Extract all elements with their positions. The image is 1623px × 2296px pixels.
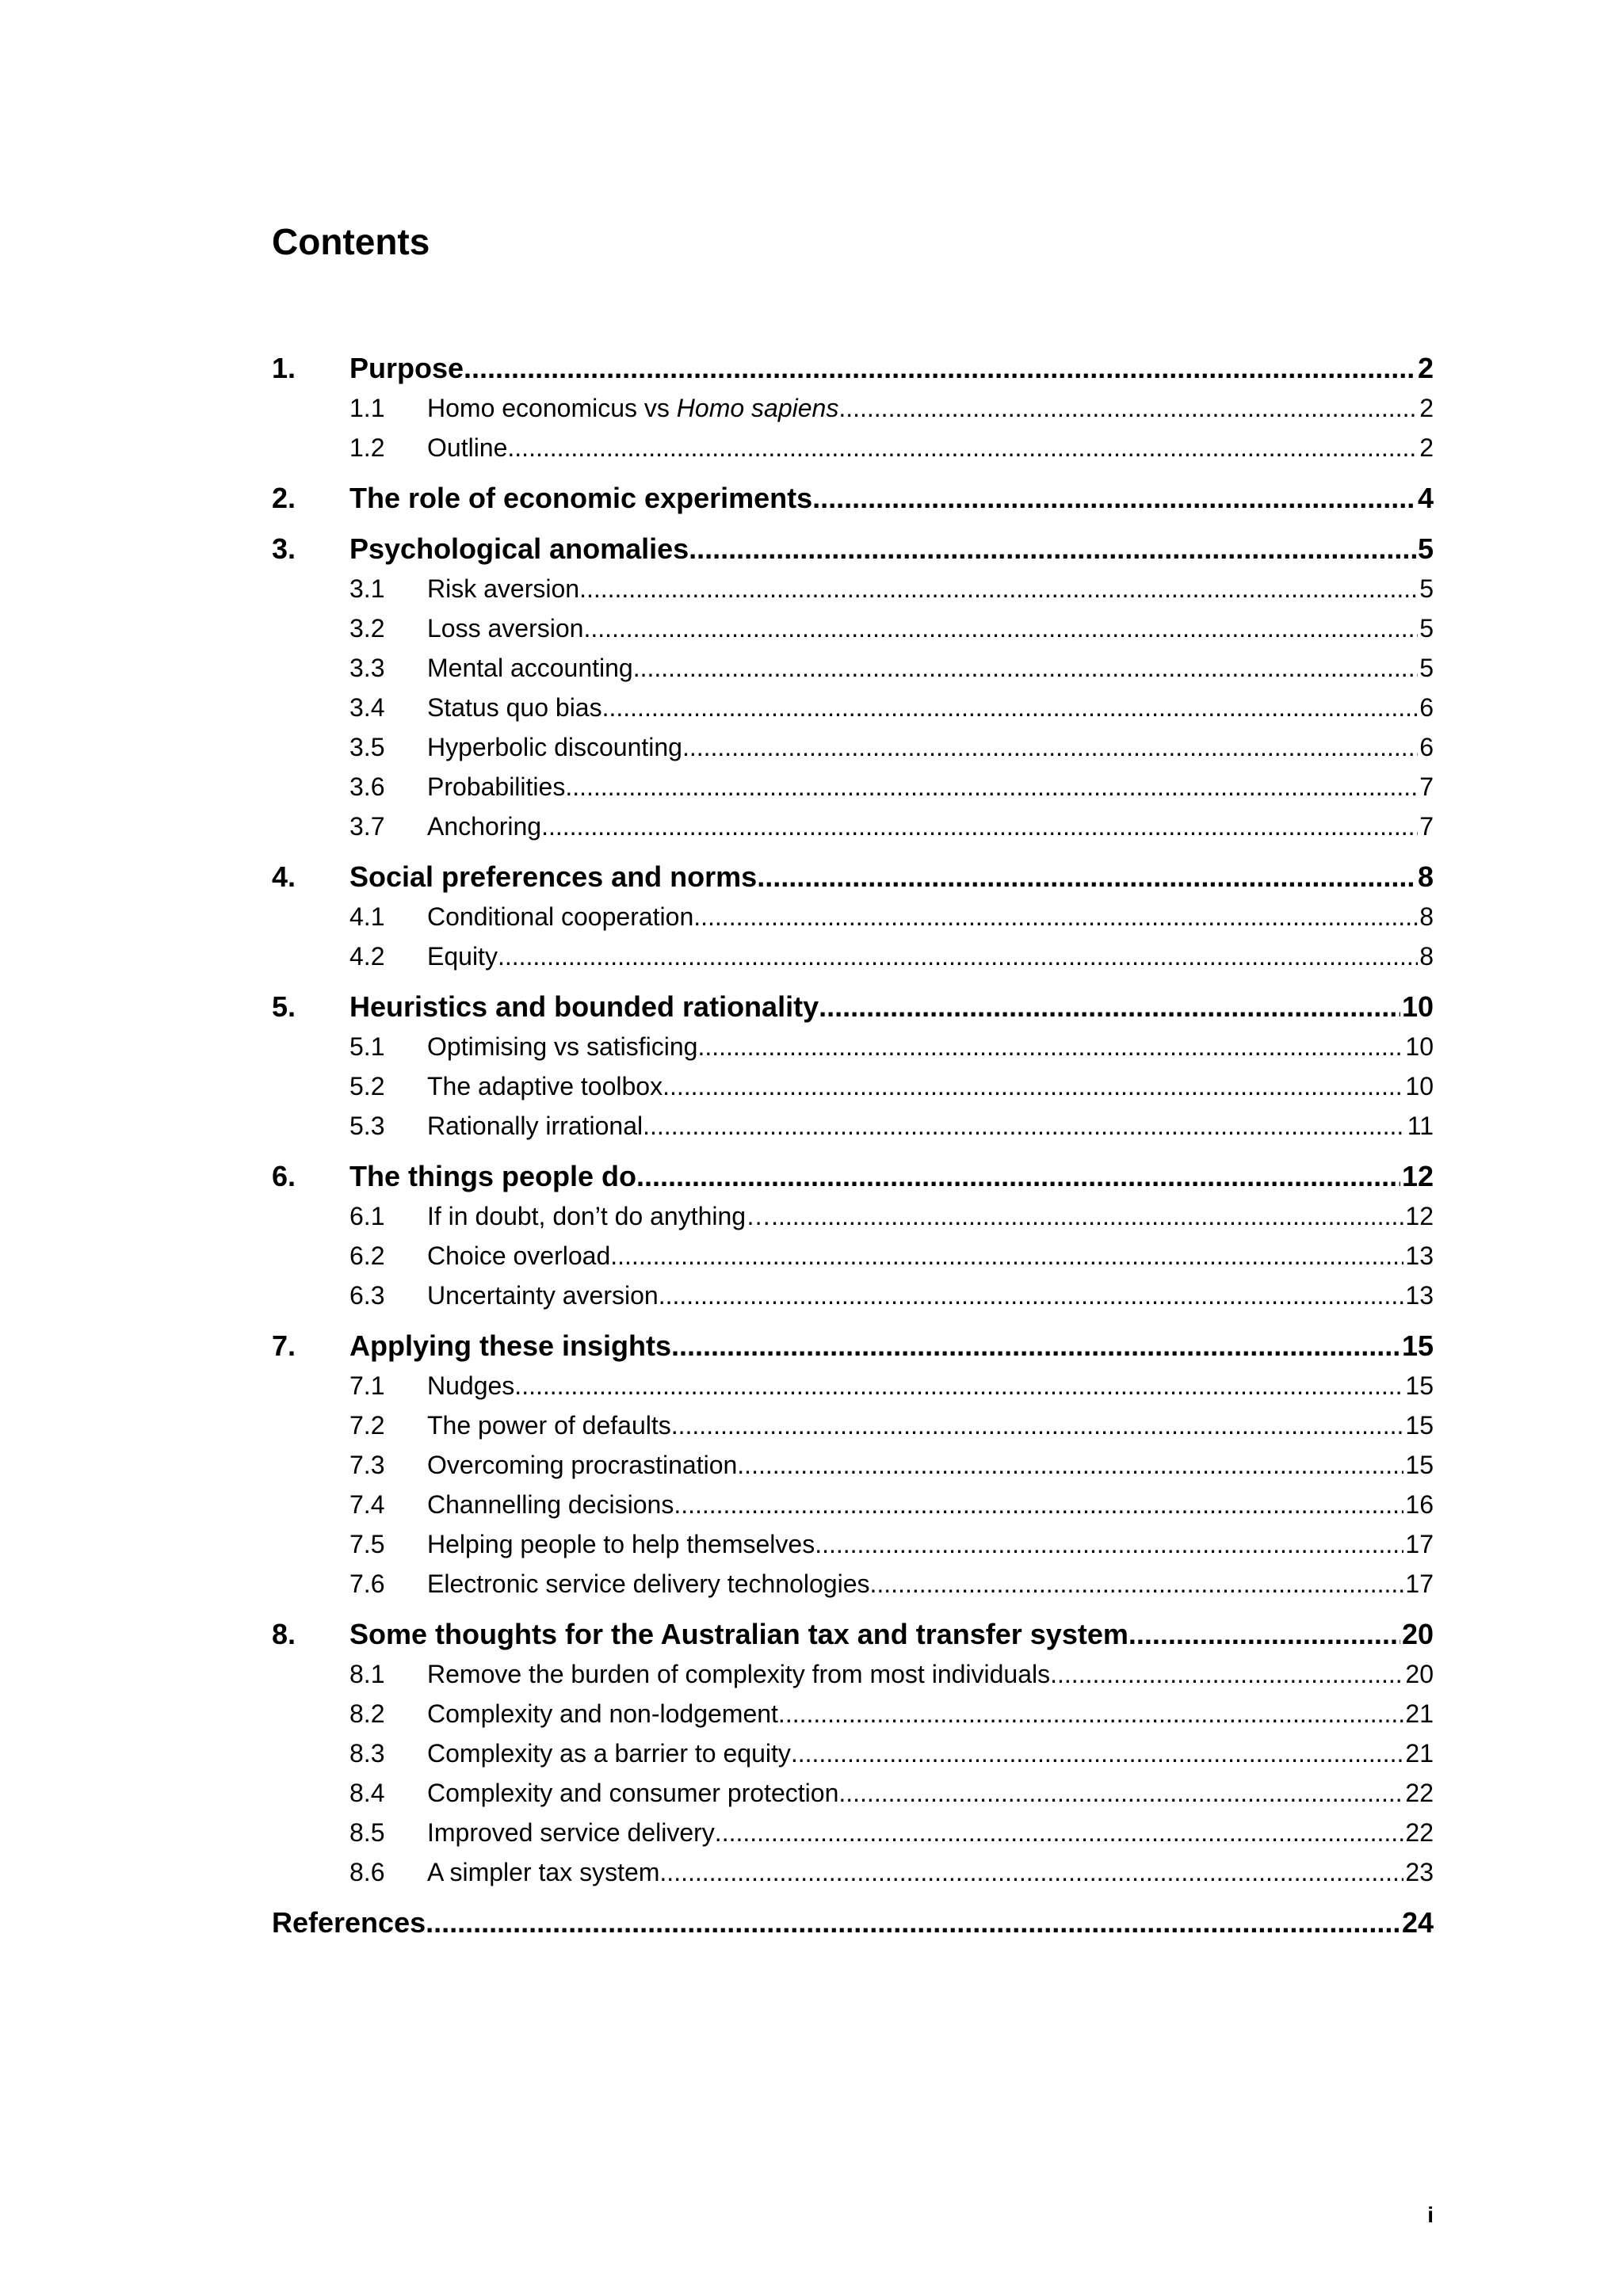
- toc-subsection-number: 3.3: [349, 654, 385, 682]
- toc-subsection-entry[interactable]: [272, 727, 1434, 767]
- toc-subsection-title: The adaptive toolbox: [427, 1072, 663, 1100]
- toc-section-entry[interactable]: [272, 987, 1434, 1027]
- toc-subsection-entry[interactable]: [272, 1852, 1434, 1892]
- toc-subsection-entry[interactable]: [272, 1564, 1434, 1604]
- toc-section-entry[interactable]: [272, 529, 1434, 569]
- toc-page-number: 10: [1401, 990, 1434, 1023]
- toc-page-number: 7: [1419, 812, 1434, 841]
- toc-subsection-title: Complexity and non-lodgement: [427, 1699, 778, 1728]
- page-title: Contents: [272, 221, 430, 262]
- toc-section-number: 1.: [272, 352, 296, 384]
- toc-section-entry[interactable]: [272, 1157, 1434, 1196]
- toc-page-number: 13: [1405, 1281, 1434, 1310]
- toc-page-number: 5: [1419, 654, 1434, 682]
- toc-page-number: 5: [1419, 614, 1434, 643]
- toc-subsection-title: Probabilities: [427, 772, 566, 801]
- toc-subsection-title: A simpler tax system: [427, 1858, 660, 1886]
- toc-dot-leader: [602, 688, 1419, 727]
- toc-subsection-title-italic: Homo sapiens: [676, 394, 839, 422]
- toc-subsection-entry[interactable]: [272, 1405, 1434, 1445]
- toc-page-number: 17: [1405, 1530, 1434, 1558]
- toc-page-number: 22: [1405, 1818, 1434, 1847]
- toc-section-number: 3.: [272, 532, 296, 565]
- toc-subsection-title: Electronic service delivery technologies: [427, 1569, 870, 1598]
- toc-dot-leader: [838, 388, 1418, 428]
- toc-section-title: Purpose: [349, 352, 464, 384]
- toc-subsection-title: Loss aversion: [427, 614, 584, 643]
- toc-dot-leader: [697, 1027, 1403, 1066]
- toc-page-number: 13: [1405, 1241, 1434, 1270]
- toc-page-number: 7: [1419, 772, 1434, 801]
- toc-page-number: 23: [1405, 1858, 1434, 1886]
- toc-subsection-number: 6.1: [349, 1202, 385, 1230]
- toc-subsection-number: 8.5: [349, 1818, 385, 1847]
- toc-page-number: 22: [1405, 1779, 1434, 1807]
- toc-subsection-title: Complexity as a barrier to equity: [427, 1739, 791, 1768]
- toc-subsection-number: 4.1: [349, 902, 385, 931]
- toc-section-entry[interactable]: [272, 349, 1434, 388]
- toc-subsection-title: Outline: [427, 433, 508, 462]
- toc-subsection-entry[interactable]: [272, 648, 1434, 688]
- toc-subsection-title: If in doubt, don’t do anything…: [427, 1202, 772, 1230]
- toc-dot-leader: [643, 1106, 1406, 1146]
- toc-section-title: Psychological anomalies: [349, 532, 689, 565]
- toc-page-number: 17: [1405, 1569, 1434, 1598]
- toc-subsection-number: 3.1: [349, 574, 385, 603]
- toc-subsection-entry[interactable]: [272, 1694, 1434, 1733]
- toc-subsection-number: 7.3: [349, 1451, 385, 1479]
- toc-dot-leader: [869, 1564, 1403, 1604]
- toc-page-number: 8: [1419, 902, 1434, 931]
- toc-subsection-entry[interactable]: [272, 1276, 1434, 1315]
- toc-subsection-title: Remove the burden of complexity from most individuals: [427, 1660, 1051, 1688]
- toc-subsection-title: Anchoring: [427, 812, 542, 841]
- toc-section-entry[interactable]: [272, 1615, 1434, 1654]
- toc-page-number: 11: [1407, 1112, 1434, 1140]
- toc-subsection-title: Equity: [427, 942, 498, 971]
- toc-dot-leader: [671, 1405, 1404, 1445]
- toc-page-number: 20: [1405, 1660, 1434, 1688]
- toc-page-number: 15: [1405, 1371, 1434, 1400]
- toc-dot-leader: [633, 648, 1418, 688]
- toc-subsection-entry[interactable]: [272, 428, 1434, 467]
- toc-subsection-number: 8.4: [349, 1779, 385, 1807]
- toc-dot-leader: [583, 608, 1418, 648]
- toc-subsection-entry[interactable]: [272, 1485, 1434, 1524]
- toc-section-number: 7.: [272, 1329, 296, 1362]
- toc-subsection-number: 5.1: [349, 1032, 385, 1061]
- toc-subsection-entry[interactable]: [272, 1106, 1434, 1146]
- toc-subsection-entry[interactable]: [272, 1773, 1434, 1813]
- toc-section-number: 4.: [272, 860, 296, 893]
- toc-page-number: 15: [1405, 1451, 1434, 1479]
- toc-page-number: 15: [1405, 1411, 1434, 1440]
- toc-subsection-title: Complexity and consumer protection: [427, 1779, 839, 1807]
- toc-subsection-number: 8.3: [349, 1739, 385, 1768]
- toc-section-entry[interactable]: [272, 479, 1434, 518]
- toc-section-title: The things people do: [349, 1160, 636, 1192]
- toc-page-number: 21: [1405, 1699, 1434, 1728]
- toc-subsection-number: 4.2: [349, 942, 385, 971]
- toc-dot-leader: [498, 936, 1418, 976]
- toc-dot-leader: [659, 1852, 1403, 1892]
- toc-dot-leader: [541, 807, 1418, 846]
- toc-dot-leader: [693, 897, 1418, 936]
- toc-dot-leader: [671, 1326, 1400, 1366]
- toc-subsection-number: 3.4: [349, 693, 385, 722]
- toc-dot-leader: [689, 529, 1416, 569]
- toc-subsection-title-part: Homo economicus vs: [427, 394, 677, 422]
- toc-subsection-title: Overcoming procrastination: [427, 1451, 738, 1479]
- toc-dot-leader: [778, 1694, 1403, 1733]
- toc-dot-leader: [636, 1157, 1400, 1196]
- toc-dot-leader: [565, 767, 1418, 807]
- toc-dot-leader: [771, 1196, 1403, 1236]
- toc-subsection-number: 5.3: [349, 1112, 385, 1140]
- toc-page-number: 6: [1419, 693, 1434, 722]
- toc-subsection-entry[interactable]: [272, 807, 1434, 846]
- toc-subsection-entry[interactable]: [272, 1733, 1434, 1773]
- toc-dot-leader: [610, 1236, 1403, 1276]
- toc-subsection-number: 7.5: [349, 1530, 385, 1558]
- toc-page-number: 12: [1405, 1202, 1434, 1230]
- toc-subsection-entry[interactable]: [272, 388, 1434, 428]
- toc-subsection-number: 7.6: [349, 1569, 385, 1598]
- toc-references-entry[interactable]: [272, 1903, 1434, 1943]
- toc-page-number: 16: [1405, 1490, 1434, 1519]
- toc-subsection-entry[interactable]: [272, 569, 1434, 608]
- toc-section-entry[interactable]: [272, 857, 1434, 897]
- toc-dot-leader: [815, 1524, 1403, 1564]
- toc-subsection-entry[interactable]: [272, 1524, 1434, 1564]
- toc-subsection-entry[interactable]: [272, 897, 1434, 936]
- toc-page-number: 2: [1419, 433, 1434, 462]
- toc-subsection-title: Conditional cooperation: [427, 902, 694, 931]
- toc-page-number: 21: [1405, 1739, 1434, 1768]
- toc-page-number: 5: [1417, 532, 1434, 565]
- toc-dot-leader: [507, 428, 1418, 467]
- toc-section-title: Some thoughts for the Australian tax and transfer system: [349, 1618, 1128, 1650]
- toc-page-number: 10: [1405, 1032, 1434, 1061]
- toc-dot-leader: [464, 349, 1416, 388]
- toc-subsection-title: Status quo bias: [427, 693, 602, 722]
- toc-page-number: 2: [1417, 352, 1434, 384]
- toc-dot-leader: [791, 1733, 1404, 1773]
- toc-subsection-entry[interactable]: [272, 688, 1434, 727]
- toc-section-entry[interactable]: [272, 1326, 1434, 1366]
- toc-dot-leader: [757, 857, 1416, 897]
- toc-section-title: Applying these insights: [349, 1329, 672, 1362]
- toc-subsection-entry[interactable]: [272, 608, 1434, 648]
- toc-subsection-entry[interactable]: [272, 767, 1434, 807]
- toc-subsection-entry[interactable]: [272, 1066, 1434, 1106]
- table-of-contents: [272, 349, 1434, 1943]
- toc-page-number: 15: [1401, 1329, 1434, 1362]
- toc-subsection-title: Risk aversion: [427, 574, 580, 603]
- toc-subsection-entry[interactable]: [272, 936, 1434, 976]
- toc-dot-leader: [579, 569, 1418, 608]
- toc-subsection-number: 3.6: [349, 772, 385, 801]
- toc-subsection-number: 1.1: [349, 394, 385, 422]
- toc-dot-leader: [514, 1366, 1403, 1405]
- toc-subsection-title: Hyperbolic discounting: [427, 733, 682, 761]
- toc-dot-leader: [663, 1066, 1403, 1106]
- toc-subsection-entry[interactable]: [272, 1236, 1434, 1276]
- toc-dot-leader: [1128, 1615, 1400, 1654]
- toc-section-number: 5.: [272, 990, 296, 1023]
- toc-dot-leader: [838, 1773, 1403, 1813]
- toc-section-number: 8.: [272, 1618, 296, 1650]
- toc-subsection-title: Optimising vs satisficing: [427, 1032, 698, 1061]
- toc-subsection-number: 6.2: [349, 1241, 385, 1270]
- toc-subsection-number: 7.2: [349, 1411, 385, 1440]
- toc-subsection-title: Choice overload: [427, 1241, 611, 1270]
- toc-page-number: 2: [1419, 394, 1434, 422]
- toc-subsection-entry[interactable]: [272, 1654, 1434, 1694]
- toc-subsection-number: 6.3: [349, 1281, 385, 1310]
- toc-subsection-number: 5.2: [349, 1072, 385, 1100]
- toc-dot-leader: [682, 727, 1418, 767]
- toc-section-number: 2.: [272, 482, 296, 514]
- toc-page-number: 24: [1401, 1906, 1434, 1939]
- toc-subsection-title: The power of defaults: [427, 1411, 671, 1440]
- toc-page-number: 10: [1405, 1072, 1434, 1100]
- toc-subsection-entry[interactable]: [272, 1445, 1434, 1485]
- toc-subsection-title: [427, 388, 838, 428]
- toc-subsection-entry[interactable]: [272, 1813, 1434, 1852]
- toc-page-number: 20: [1401, 1618, 1434, 1650]
- toc-subsection-number: 8.1: [349, 1660, 385, 1688]
- toc-subsection-entry[interactable]: [272, 1366, 1434, 1405]
- toc-subsection-entry[interactable]: [272, 1196, 1434, 1236]
- toc-subsection-number: 3.2: [349, 614, 385, 643]
- toc-subsection-number: 7.1: [349, 1371, 385, 1400]
- toc-page-number: 8: [1417, 860, 1434, 893]
- toc-subsection-title: Improved service delivery: [427, 1818, 715, 1847]
- toc-dot-leader: [812, 479, 1416, 518]
- toc-subsection-title: Helping people to help themselves: [427, 1530, 815, 1558]
- toc-dot-leader: [819, 987, 1400, 1027]
- toc-subsection-number: 8.2: [349, 1699, 385, 1728]
- toc-subsection-title: Nudges: [427, 1371, 515, 1400]
- toc-subsection-entry[interactable]: [272, 1027, 1434, 1066]
- toc-subsection-number: 3.5: [349, 733, 385, 761]
- toc-page-number: 8: [1419, 942, 1434, 971]
- toc-dot-leader: [426, 1903, 1400, 1943]
- toc-page-number: 5: [1419, 574, 1434, 603]
- toc-page-number: 4: [1417, 482, 1434, 514]
- toc-subsection-number: 3.7: [349, 812, 385, 841]
- toc-subsection-number: 8.6: [349, 1858, 385, 1886]
- toc-section-number: 6.: [272, 1160, 296, 1192]
- toc-page-number: 12: [1401, 1160, 1434, 1192]
- toc-subsection-number: 7.4: [349, 1490, 385, 1519]
- toc-section-title: Heuristics and bounded rationality: [349, 990, 819, 1023]
- toc-subsection-title: Uncertainty aversion: [427, 1281, 659, 1310]
- page-number-footer: i: [1427, 2203, 1434, 2227]
- toc-subsection-title: Mental accounting: [427, 654, 633, 682]
- toc-dot-leader: [674, 1485, 1403, 1524]
- toc-subsection-number: 1.2: [349, 433, 385, 462]
- toc-page-number: 6: [1419, 733, 1434, 761]
- toc-dot-leader: [1050, 1654, 1403, 1694]
- toc-subsection-title: Rationally irrational: [427, 1112, 643, 1140]
- toc-section-title: Social preferences and norms: [349, 860, 758, 893]
- toc-section-title: The role of economic experiments: [349, 482, 813, 514]
- toc-subsection-title: Channelling decisions: [427, 1490, 674, 1519]
- toc-dot-leader: [659, 1276, 1404, 1315]
- toc-dot-leader: [737, 1445, 1403, 1485]
- toc-dot-leader: [715, 1813, 1404, 1852]
- toc-references-title: References: [272, 1906, 426, 1939]
